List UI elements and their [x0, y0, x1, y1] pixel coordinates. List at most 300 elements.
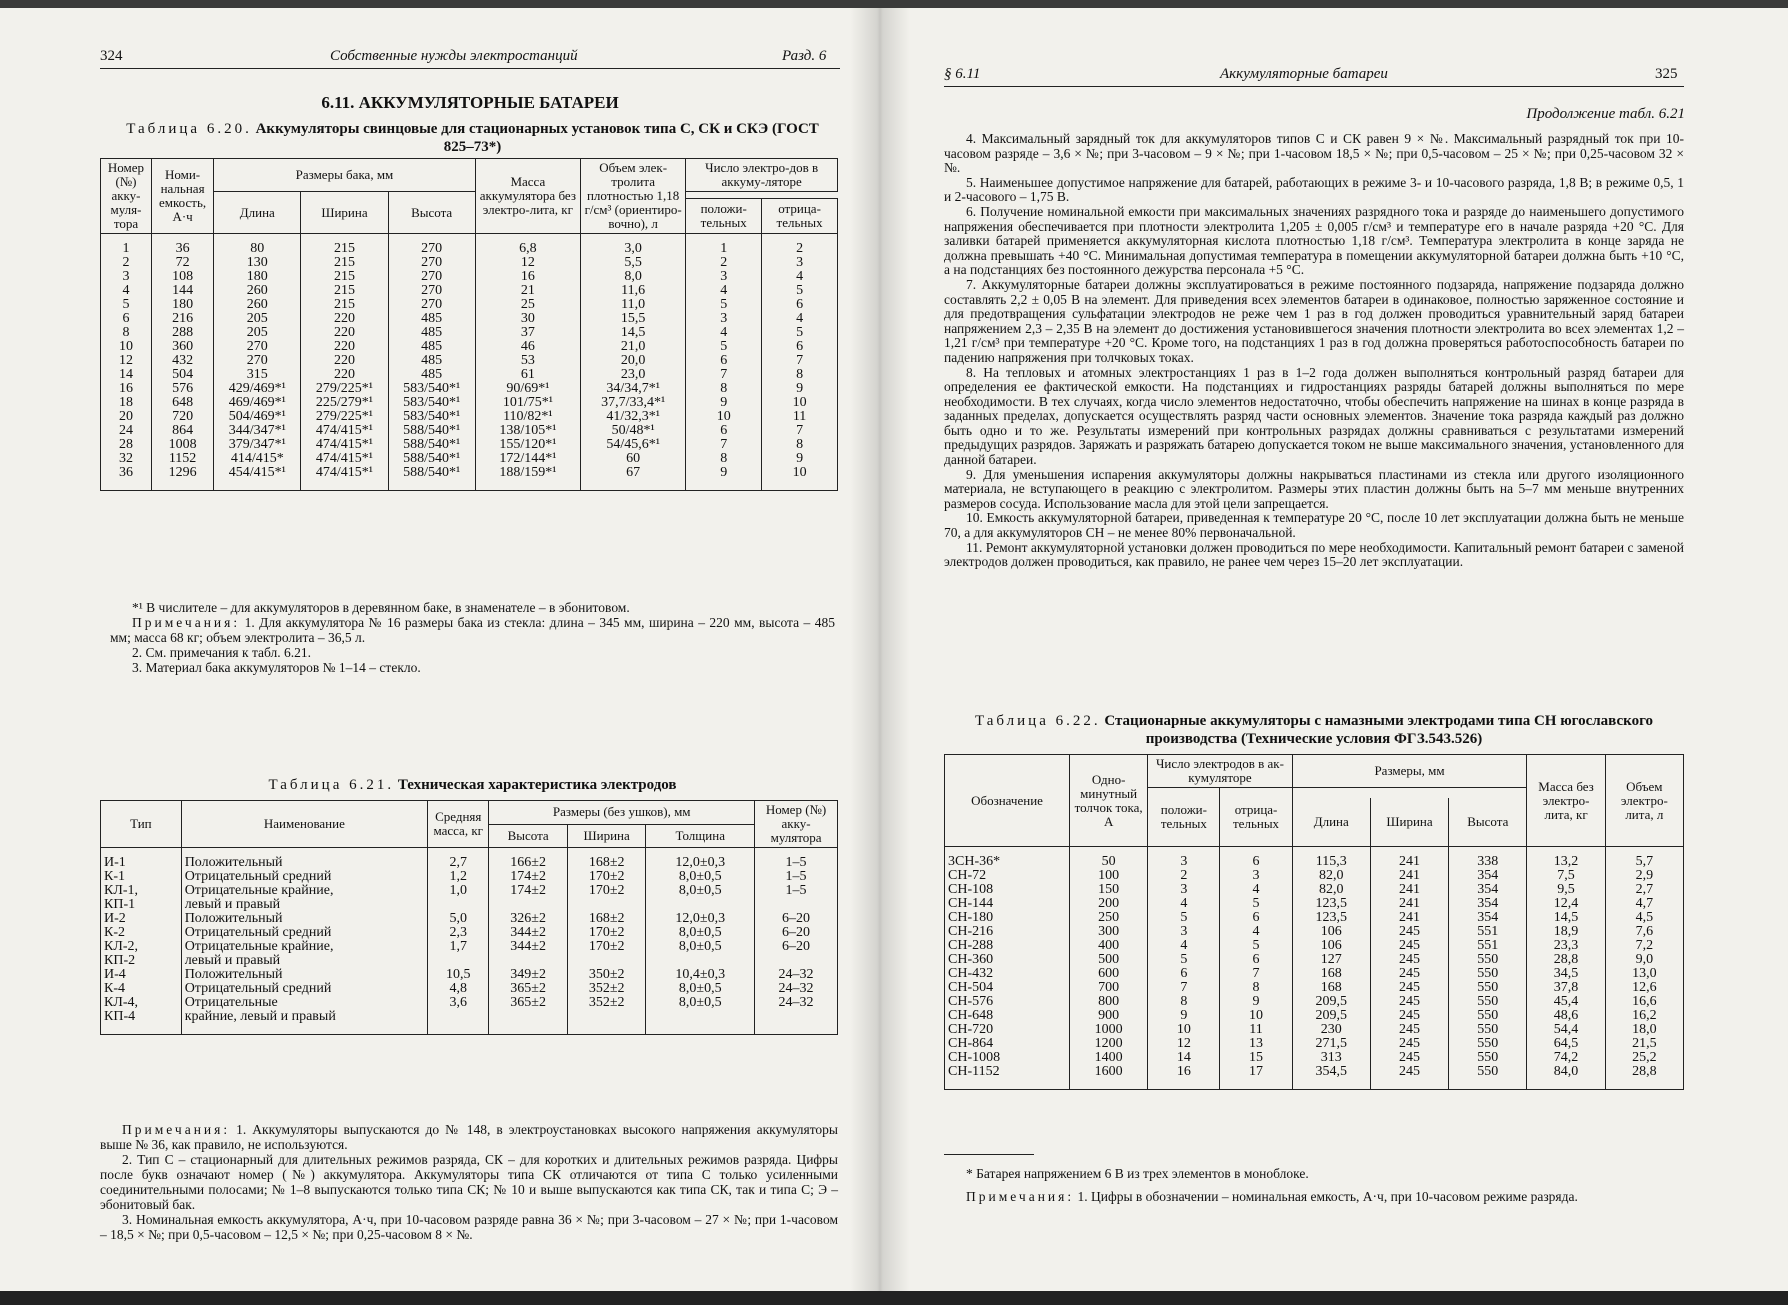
table-row — [101, 298, 838, 312]
table-cell: 2 — [762, 234, 838, 257]
table-cell: 504/469*¹ — [214, 410, 301, 424]
table-cell: 8 — [762, 368, 838, 382]
table-cell: 12 — [1148, 1037, 1220, 1051]
table-cell: 700 — [1070, 981, 1148, 995]
note-3: 3. Номинальная емкость аккумулятора, А·ч, при 10-часовом разряде равна 36 × №; при 3-часовом – 27 × №; при 1-часовом – 18,5 × №; при 0,5-часовом – 12,5 × №; при 0,25-часовом 8 × №. — [100, 1212, 838, 1242]
table-cell: 166±2 — [489, 848, 568, 871]
table-cell: Отрицательный средний — [181, 926, 427, 940]
paragraph-7: 7. Аккумуляторные батареи должны эксплуатироваться в режиме постоянного подзаряда, напряжение подзаряда должно составлять 2,2 ± 0,05 В на элемент. Для приведения всех элементов батареи в одинаковое, полностью заряженное состояние и для предотвращения сульфатации электродов не реже чем 1 раз в год должен проводиться уравнительный заряд батареи напряжением 2,3 – 2,35 В на элемент до достижения установившегося значения плотности электролита во всех элементах 1,2 – 1,21 г/см³ при температуре +20 °С. Кроме того, на подстанциях 1 раз в год должна проверяться работоспособность батареи по падению напряжения при толчковых токах. — [944, 276, 1684, 365]
table-cell: 60 — [581, 452, 686, 466]
table-cell: 4 — [101, 284, 152, 298]
table-cell: 5,5 — [581, 256, 686, 270]
table-cell: 354 — [1449, 883, 1527, 897]
notes-label: Примечания: — [132, 615, 241, 630]
table-row — [101, 884, 838, 898]
scan-edge — [0, 1291, 1788, 1305]
table-cell: 9,5 — [1527, 883, 1605, 897]
table-cell: 80 — [214, 234, 301, 257]
col-length: Длина — [1292, 798, 1370, 847]
table-row — [945, 995, 1684, 1009]
table-cell: 20 — [101, 410, 152, 424]
table-cell: 4,5 — [1605, 911, 1683, 925]
table-cell: 11,0 — [581, 298, 686, 312]
table-cell: 215 — [301, 270, 388, 284]
table-cell: 245 — [1370, 967, 1448, 981]
table-cell: 12,6 — [1605, 981, 1683, 995]
col-height: Высота — [1449, 798, 1527, 847]
table-row — [101, 326, 838, 340]
caption-title: Стационарные аккумуляторы с намазными электродами типа СН югославского производства (Технические условия ФГЗ.543.526) — [1104, 713, 1654, 747]
table-cell: 10,4±0,3 — [646, 968, 755, 982]
table-cell: 10 — [686, 410, 762, 424]
table-row — [945, 847, 1684, 870]
table-cell: И-1 — [101, 848, 182, 871]
paragraph-8: 8. На тепловых и атомных электростанциях 1 раз в 1–2 года должен выполняться контрольный разряд батареи для определения ее фактической емкости. На подстанциях и гидростанциях разряды батарей должны выполняться по мере необходимости. В тех случаях, когда число элементов недостаточно, чтобы обеспечить напряжение на шинах в конце разряда в заданных пределах, допускается осуществлять разряд части основных элементов. Значение тока разряда каждый раз должно быть одно и то же. Результаты измерений при контрольных разрядах должны сравниваться с результатами измерений предыдущих разрядов. Заряжать и разряжать батарею допускается током не выше максимального значения, установленного для данной батареи. — [944, 364, 1684, 468]
table-row — [945, 967, 1684, 981]
table-cell: 4 — [1220, 925, 1292, 939]
table-cell: 8 — [1148, 995, 1220, 1009]
table-cell: 155/120*¹ — [475, 438, 580, 452]
table-cell: 9 — [762, 382, 838, 396]
table-cell: 583/540*¹ — [388, 396, 475, 410]
table-cell — [489, 954, 568, 968]
book-gutter — [850, 8, 910, 1293]
table-cell: 8 — [101, 326, 152, 340]
table-cell: 454/415*¹ — [214, 466, 301, 491]
table-cell: 600 — [1070, 967, 1148, 981]
table-cell: 16 — [1148, 1065, 1220, 1090]
note-3: 3. Материал бака аккумуляторов № 1–14 – стекло. — [132, 660, 421, 675]
note-2: 2. См. примечания к табл. 6.21. — [132, 645, 312, 660]
col-width: Ширина — [567, 824, 646, 848]
col-type: Тип — [101, 801, 182, 848]
table-cell: 25 — [475, 298, 580, 312]
table-cell: 3 — [1148, 925, 1220, 939]
table-cell: левый и правый — [181, 954, 427, 968]
table-cell: 16 — [101, 382, 152, 396]
table-cell — [646, 898, 755, 912]
table-row — [101, 982, 838, 996]
table-cell: 90/69*¹ — [475, 382, 580, 396]
table-cell: 23,3 — [1527, 939, 1605, 953]
table-cell: 2,3 — [428, 926, 489, 940]
header-rule — [100, 68, 840, 69]
table-cell: 216 — [151, 312, 213, 326]
table-cell: 1296 — [151, 466, 213, 491]
table-cell — [428, 898, 489, 912]
table-cell: 576 — [151, 382, 213, 396]
table-cell — [646, 1010, 755, 1035]
table-cell: 74,2 — [1527, 1051, 1605, 1065]
table-cell: 3 — [686, 270, 762, 284]
table-row — [101, 968, 838, 982]
table-cell: 352±2 — [567, 982, 646, 996]
table-cell: 270 — [388, 284, 475, 298]
table-cell: 225/279*¹ — [301, 396, 388, 410]
table-6-22-body — [945, 847, 1684, 1090]
table-cell — [567, 898, 646, 912]
table-row — [101, 898, 838, 912]
table-cell: 106 — [1292, 939, 1370, 953]
table-cell — [755, 898, 838, 912]
table-row — [945, 953, 1684, 967]
table-cell: 127 — [1292, 953, 1370, 967]
col-negative: отрица-тельных — [762, 199, 838, 234]
table-cell: КЛ-2, — [101, 940, 182, 954]
table-cell: крайние, левый и правый — [181, 1010, 427, 1035]
table-cell: 16,2 — [1605, 1009, 1683, 1023]
table-6-20-caption — [110, 120, 835, 156]
table-cell: 4 — [762, 312, 838, 326]
note-1 — [110, 615, 835, 645]
table-6-22-caption — [944, 712, 1684, 748]
right-page — [880, 8, 1788, 1293]
table-cell: 1 — [686, 234, 762, 257]
table-cell: 28 — [101, 438, 152, 452]
table-cell: Отрицательный средний — [181, 870, 427, 884]
table-cell: 1–5 — [755, 848, 838, 871]
table-cell: 7,6 — [1605, 925, 1683, 939]
table-cell: 1600 — [1070, 1065, 1148, 1090]
table-cell: 551 — [1449, 939, 1527, 953]
table-cell: 270 — [388, 270, 475, 284]
table-cell: 3,0 — [581, 234, 686, 257]
table-cell: 344/347*¹ — [214, 424, 301, 438]
table-cell: 5 — [686, 340, 762, 354]
table-cell: 6 — [762, 298, 838, 312]
table-cell: 200 — [1070, 897, 1148, 911]
col-tank-sizes: Размеры бака, мм — [214, 159, 476, 192]
table-cell: 5 — [101, 298, 152, 312]
table-cell: 130 — [214, 256, 301, 270]
table-cell: 8,0±0,5 — [646, 884, 755, 898]
table-cell: 34,5 — [1527, 967, 1605, 981]
table-cell: 123,5 — [1292, 897, 1370, 911]
table-cell: 270 — [388, 234, 475, 257]
table-cell: 354 — [1449, 911, 1527, 925]
table-row — [101, 368, 838, 382]
table-cell: 215 — [301, 298, 388, 312]
table-cell: 50 — [1070, 847, 1148, 870]
table-cell: 14 — [1148, 1051, 1220, 1065]
col-sizes: Размеры, мм — [1292, 755, 1527, 788]
table-cell: 170±2 — [567, 870, 646, 884]
table-cell: 485 — [388, 368, 475, 382]
table-row — [101, 234, 838, 257]
table-cell: Отрицательные крайние, — [181, 940, 427, 954]
table-cell: 10 — [762, 396, 838, 410]
table-cell: 110/82*¹ — [475, 410, 580, 424]
table-cell: 250 — [1070, 911, 1148, 925]
table-cell: 13,0 — [1605, 967, 1683, 981]
table-cell: 215 — [301, 284, 388, 298]
table-cell: 12,4 — [1527, 897, 1605, 911]
table-cell: 168±2 — [567, 848, 646, 871]
table-cell: 9 — [1148, 1009, 1220, 1023]
table-cell: 550 — [1449, 1009, 1527, 1023]
paragraph-6: 6. Получение номинальной емкости при максимальных значениях разрядного тока и разряде до наименьшего допустимого напряжения обеспечивается при плотности электролита 1,205 ± 0,005 г/см³ и температуре его в начале разряда +20 °С. Для заливки батарей применяется аккумуляторная кислота плотностью 1,18 г/см³. Температура электролита в конце заряда не должна превышать +40 °С. Минимальная допустимая температура в помещении аккумуляторной батареи должна быть +10 °С, а на подстанциях без постоянного дежурства персонала +5 °С. — [944, 203, 1684, 278]
table-cell: 4 — [762, 270, 838, 284]
table-cell: 4 — [686, 326, 762, 340]
table-cell: 245 — [1370, 1051, 1448, 1065]
footnote-rule — [944, 1154, 1034, 1155]
table-cell: 800 — [1070, 995, 1148, 1009]
table-row — [945, 1037, 1684, 1051]
table-cell: СН-144 — [945, 897, 1070, 911]
table-cell: СН-864 — [945, 1037, 1070, 1051]
col-mass: Масса без электро-лита, кг — [1527, 755, 1605, 847]
table-row — [945, 981, 1684, 995]
table-cell: 245 — [1370, 1023, 1448, 1037]
table-cell: 7 — [1148, 981, 1220, 995]
table-cell: 344±2 — [489, 940, 568, 954]
table-cell: 344±2 — [489, 926, 568, 940]
table-cell: 5 — [1220, 939, 1292, 953]
table-cell: 1000 — [1070, 1023, 1148, 1037]
col-mass: Масса аккумулятора без электро-лита, кг — [475, 159, 580, 234]
col-name: Наименование — [181, 801, 427, 848]
table-cell: 36 — [151, 234, 213, 257]
table-cell: 4 — [1148, 939, 1220, 953]
table-cell: 588/540*¹ — [388, 424, 475, 438]
table-cell: 170±2 — [567, 926, 646, 940]
table-cell: 220 — [301, 340, 388, 354]
running-title: Аккумуляторные батареи — [1220, 66, 1388, 82]
table-cell: 9 — [762, 452, 838, 466]
table-cell: 4,7 — [1605, 897, 1683, 911]
table-cell: 864 — [151, 424, 213, 438]
table-cell: 37,8 — [1527, 981, 1605, 995]
table-cell: 21,5 — [1605, 1037, 1683, 1051]
table-cell: 170±2 — [567, 940, 646, 954]
table-6-21-caption — [110, 776, 835, 794]
table-cell: 2 — [686, 256, 762, 270]
table-cell: 16,6 — [1605, 995, 1683, 1009]
table-cell: 6–20 — [755, 926, 838, 940]
table-cell: 241 — [1370, 911, 1448, 925]
table-cell: СН-432 — [945, 967, 1070, 981]
table-cell: СН-360 — [945, 953, 1070, 967]
table-cell: 6,8 — [475, 234, 580, 257]
table-cell: 168±2 — [567, 912, 646, 926]
table-cell: 14,5 — [1527, 911, 1605, 925]
table-cell: 37 — [475, 326, 580, 340]
table-cell: 260 — [214, 284, 301, 298]
table-cell: 24–32 — [755, 996, 838, 1010]
table-cell: 13 — [1220, 1037, 1292, 1051]
table-cell: 188/159*¹ — [475, 466, 580, 491]
table-cell: 241 — [1370, 897, 1448, 911]
table-cell — [428, 1010, 489, 1035]
table-cell: 1008 — [151, 438, 213, 452]
table-6-21-body — [101, 848, 838, 1035]
table-cell: 432 — [151, 354, 213, 368]
table-cell: 54,4 — [1527, 1023, 1605, 1037]
table-cell: 220 — [301, 312, 388, 326]
table-cell: 6–20 — [755, 940, 838, 954]
table-cell: И-2 — [101, 912, 182, 926]
table-cell: 220 — [301, 368, 388, 382]
table-cell: 45,4 — [1527, 995, 1605, 1009]
table-cell: 205 — [214, 312, 301, 326]
table-cell: 4,8 — [428, 982, 489, 996]
col-volume: Объем электро-лита, л — [1605, 755, 1683, 847]
table-cell — [489, 1010, 568, 1035]
table-cell: Отрицательные — [181, 996, 427, 1010]
table-cell: 13,2 — [1527, 847, 1605, 870]
table-cell: 245 — [1370, 981, 1448, 995]
table-cell: 504 — [151, 368, 213, 382]
table-cell: 1,7 — [428, 940, 489, 954]
table-cell: 220 — [301, 354, 388, 368]
table-cell: 14,5 — [581, 326, 686, 340]
paragraph-9: 9. Для уменьшения испарения аккумуляторы должны накрываться пластинами из стекла или другого изоляционного материала, не вступающего в реакцию с электролитом. Размеры этих пластин должны быть на 5–7 мм меньше внутренних размеров сосуда. Использование масла для этой цели запрещается. — [944, 466, 1684, 511]
table-cell: 6 — [1220, 911, 1292, 925]
table-cell: 220 — [301, 326, 388, 340]
table-cell: К-1 — [101, 870, 182, 884]
book-spread — [0, 8, 1788, 1293]
table-cell: К-2 — [101, 926, 182, 940]
note-1-text: 1. Для аккумулятора № 16 размеры бака из стекла: длина – 345 мм, ширина – 220 мм, высота – 485 мм; масса 68 кг; объем электролита – 36,5 л. — [110, 615, 836, 645]
table-row — [101, 954, 838, 968]
table-cell: 241 — [1370, 883, 1448, 897]
table-cell: 10 — [1148, 1023, 1220, 1037]
table-cell: 1400 — [1070, 1051, 1148, 1065]
table-cell: 21 — [475, 284, 580, 298]
table-cell: 100 — [1070, 869, 1148, 883]
table-cell: левый и правый — [181, 898, 427, 912]
table-row — [101, 870, 838, 884]
table-cell: 144 — [151, 284, 213, 298]
table-cell: 9,0 — [1605, 953, 1683, 967]
table-cell: 3 — [1220, 869, 1292, 883]
table-cell: 354,5 — [1292, 1065, 1370, 1090]
table-cell: 245 — [1370, 953, 1448, 967]
table-cell: 3 — [762, 256, 838, 270]
table-cell: Отрицательные крайние, — [181, 884, 427, 898]
table-cell: 583/540*¹ — [388, 410, 475, 424]
caption-title: Аккумуляторы свинцовые для стационарных установок типа С, СК и СКЭ (ГОСТ 825–73*) — [255, 121, 819, 155]
table-cell: СН-648 — [945, 1009, 1070, 1023]
table-cell: 168 — [1292, 967, 1370, 981]
table-cell — [646, 954, 755, 968]
caption-prefix: Таблица 6.21. — [268, 777, 395, 793]
table-cell: 550 — [1449, 1023, 1527, 1037]
table-cell: 170±2 — [567, 884, 646, 898]
table-cell: 365±2 — [489, 982, 568, 996]
table-cell: 115,3 — [1292, 847, 1370, 870]
sizes-spacer — [1292, 788, 1527, 799]
table-cell: 61 — [475, 368, 580, 382]
table-row — [101, 1010, 838, 1035]
col-width: Ширина — [1370, 798, 1448, 847]
table-cell: 7 — [762, 424, 838, 438]
col-positive: положи-тельных — [686, 199, 762, 234]
table-row — [101, 848, 838, 871]
table-cell: 3СН-36* — [945, 847, 1070, 870]
notes-label: Примечания: — [122, 1122, 231, 1137]
table-row — [945, 1051, 1684, 1065]
table-cell: 469/469*¹ — [214, 396, 301, 410]
section-label: Разд. 6 — [782, 48, 827, 64]
table-cell: 14 — [101, 368, 152, 382]
table-row — [101, 438, 838, 452]
col-electrodes: Число электро-дов в аккуму-ляторе — [686, 159, 838, 192]
table-cell: 11,6 — [581, 284, 686, 298]
page-number: 325 — [1655, 66, 1678, 82]
table-cell: КЛ-4, — [101, 996, 182, 1010]
section-label: § 6.11 — [944, 66, 981, 82]
table-cell — [567, 954, 646, 968]
table-cell: 215 — [301, 234, 388, 257]
table-cell: 5 — [1148, 953, 1220, 967]
table-6-20 — [100, 158, 838, 491]
table-cell: 18,9 — [1527, 925, 1605, 939]
table-cell: 2,9 — [1605, 869, 1683, 883]
table-cell: 6 — [686, 354, 762, 368]
table-cell: 209,5 — [1292, 1009, 1370, 1023]
table-cell: 485 — [388, 312, 475, 326]
table-cell: 24 — [101, 424, 152, 438]
table-cell: 1152 — [151, 452, 213, 466]
table-6-21-notes — [100, 1122, 838, 1242]
table-cell: 172/144*¹ — [475, 452, 580, 466]
table-cell: 15 — [1220, 1051, 1292, 1065]
col-positive: положи-тельных — [1148, 788, 1220, 847]
note-1-text: 1. Цифры в обозначении – номинальная емкость, А·ч, при 10-часовом режиме разряда. — [1077, 1189, 1578, 1204]
table-row — [101, 996, 838, 1010]
table-cell: 551 — [1449, 925, 1527, 939]
table-cell: 245 — [1370, 939, 1448, 953]
table-cell: 10,5 — [428, 968, 489, 982]
page-number: 324 — [100, 48, 123, 64]
table-cell: 8,0±0,5 — [646, 870, 755, 884]
table-cell: 7,2 — [1605, 939, 1683, 953]
table-cell: 4 — [1148, 897, 1220, 911]
table-cell: 180 — [214, 270, 301, 284]
table-cell: 18 — [101, 396, 152, 410]
table-row — [101, 396, 838, 410]
table-cell: 288 — [151, 326, 213, 340]
table-cell: 3,6 — [428, 996, 489, 1010]
table-cell: 550 — [1449, 953, 1527, 967]
table-cell: Положительный — [181, 912, 427, 926]
table-row — [945, 1009, 1684, 1023]
table-cell: 30 — [475, 312, 580, 326]
table-cell: СН-216 — [945, 925, 1070, 939]
table-cell: 168 — [1292, 981, 1370, 995]
table-cell: 588/540*¹ — [388, 466, 475, 491]
paragraph-10: 10. Емкость аккумуляторной батареи, приведенная к температуре 20 °С, после 10 лет эксплуатации должна быть не меньше 70, а для аккумуляторов СН – не менее 80% первоначальной. — [944, 510, 1684, 541]
paragraph-11: 11. Ремонт аккумуляторной установки должен проводиться по мере необходимости. Капитальный ремонт батареи с заменой электродов должен проводиться, как правило, не ранее чем через 15–20 лет эксплуатации. — [944, 539, 1684, 570]
table-cell: 354 — [1449, 869, 1527, 883]
table-cell: 365±2 — [489, 996, 568, 1010]
table-cell: 400 — [1070, 939, 1148, 953]
caption-prefix: Таблица 6.22. — [974, 713, 1101, 729]
table-cell: 360 — [151, 340, 213, 354]
table-cell: СН-288 — [945, 939, 1070, 953]
table-cell: 270 — [388, 298, 475, 312]
table-row — [945, 939, 1684, 953]
table-row — [945, 1023, 1684, 1037]
header-rule — [944, 86, 1684, 87]
note-1-text: 1. Аккумуляторы выпускаются до № 148, в электроустановках высокого напряжения аккумуляторы выше № 36, как правило, не используются. — [100, 1122, 839, 1152]
col-capacity: Номи-нальная емкость, А·ч — [151, 159, 213, 234]
table-cell: 9 — [1220, 995, 1292, 1009]
table-cell: 414/415* — [214, 452, 301, 466]
table-cell: 2 — [1148, 869, 1220, 883]
table-cell: 6 — [1220, 953, 1292, 967]
